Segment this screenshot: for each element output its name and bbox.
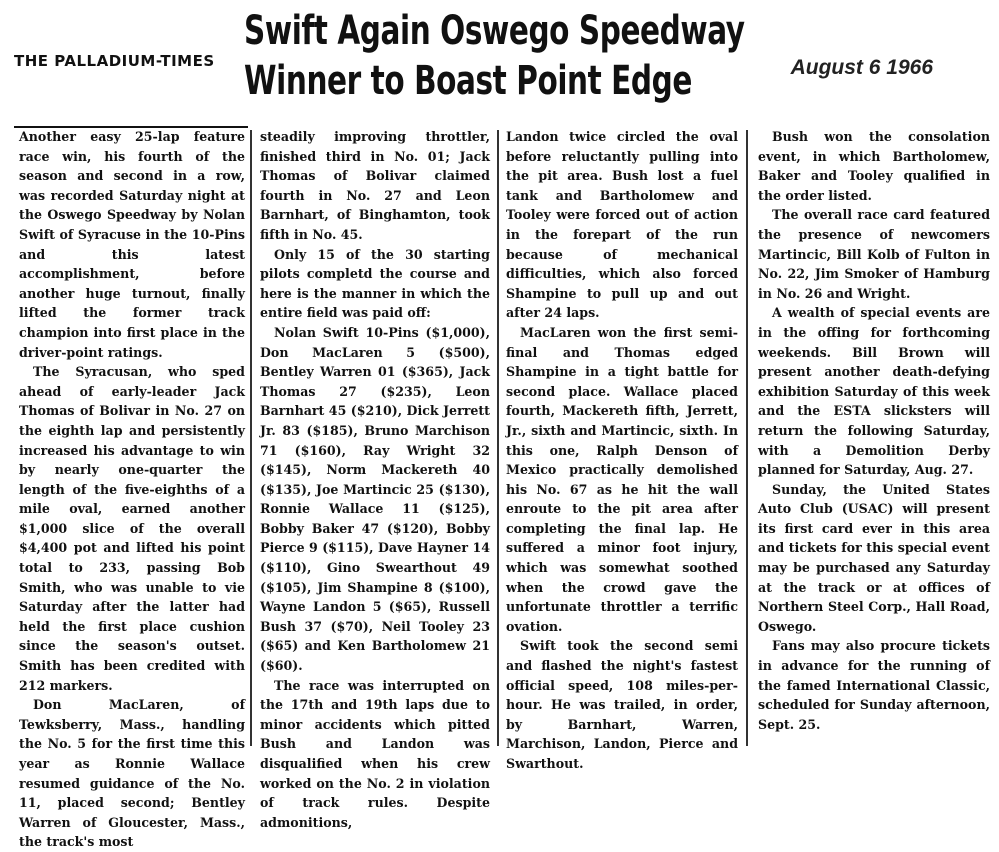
paragraph: The overall race card featured the presence of newcomers Martincic, Bill Kolb of Fulton in No. 22, Jim Smoker of Hamburg in No. 26 and Wright. [758, 207, 990, 301]
paragraph: Landon twice circled the oval before reluctantly pulling into the pit area. Bush lost a fuel tank and Bartholomew and Tooley were forced out of action in the forepart of the run because of mechanical difficulties, which also forced Shampine to pull up and out after 24 laps. [506, 129, 738, 321]
publication-date: August 6 1966 [790, 56, 933, 79]
paragraph: A wealth of special events are in the offing for forthcoming weekends. Bill Brown will present another death-defying exhibition Saturday of this week and the ESTA slicksters will return the following Saturday, with a Demolition Derby planned for Saturday, Aug. 27. [758, 305, 990, 478]
article-column-2 [260, 127, 490, 830]
paragraph: Bush won the consolation event, in which Bartholomew, Baker and Tooley qualified in the order listed. [758, 129, 990, 203]
paragraph: The race was interrupted on the 17th and 19th laps due to minor accidents which pitted Bush and Landon was disqualified when his crew worked on the No. 2 in violation of track rules. Despite admonitions, [260, 677, 490, 830]
column-divider [250, 130, 252, 746]
paragraph: Sunday, the United States Auto Club (USAC) will present its first card ever in this area and tickets for this special event may be purchased any Saturday at the track or at offices of Northern Steel Corp., Hall Road, Oswego. [758, 481, 990, 634]
paragraph: Fans may also procure tickets in advance for the running of the famed International Classic, scheduled for Sunday afternoon, Sept. 25. [758, 638, 990, 732]
paragraph: Don MacLaren, of Tewksberry, Mass., handling the No. 5 for the first time this year as Ronnie Wallace resumed guidance of the No. 11, placed second; Bentley Warren of Gloucester, Mass., the track's most [19, 697, 245, 850]
paragraph: The Syracusan, who sped ahead of early-leader Jack Thomas of Bolivar in No. 27 on the eighth lap and persistently increased his advantage to win by nearly one-quarter the length of the five-eighths of a mile oval, earned another $1,000 slice of the overall $4,400 pot and lifted his point total to 233, passing Bob Smith, who was unable to vie Saturday after the latter had held the first place cushion since the season's outset. Smith has been credited with 212 markers. [19, 364, 245, 693]
headline-line-1: Swift Again Oswego Speedway [244, 8, 745, 54]
article-column-1 [19, 127, 245, 850]
article-column-4 [758, 127, 990, 747]
paragraph: Nolan Swift 10-Pins ($1,000), Don MacLaren 5 ($500), Bentley Warren 01 ($365), Jack Thomas 27 ($235), Leon Barnhart 45 ($210), Dick Jerrett Jr. 83 ($185), Bruno Marchison 71 ($160), Ray Wright 32 ($145), Norm Mackereth 40 ($135), Joe Martincic 25 ($130), Ronnie Wallace 11 ($125), Bobby Baker 47 ($120), Bobby Pierce 9 ($115), Dave Hayner 14 ($110), Gino Swearthout 49 ($105), Jim Shampine 8 ($100), Wayne Landon 5 ($65), Russell Bush 37 ($70), Neil Tooley 23 ($65) and Ken Bartholomew 21 ($60). [260, 324, 490, 674]
newspaper-masthead: THE PALLADIUM-TIMES [14, 52, 215, 70]
column-divider [497, 130, 499, 746]
headline-line-2: Winner to Boast Point Edge [244, 58, 692, 104]
paragraph: Only 15 of the 30 starting pilots completd the course and here is the manner in which the entire field was paid off: [260, 246, 490, 321]
paragraph: Another easy 25-lap feature race win, his fourth of the season and second in a row, was recorded Saturday night at the Oswego Speedway by Nolan Swift of Syracuse in the 10-Pins and this latest accomplishment, before another huge turnout, finally lifted the former track champion into first place in the driver-point ratings. [19, 129, 245, 360]
paragraph: MacLaren won the first semi-final and Thomas edged Shampine in a tight battle for second place. Wallace placed fourth, Mackereth fifth, Jerrett, Jr., sixth and Martincic, sixth. In this one, Ralph Denson of Mexico practically demolished his No. 67 as he hit the wall enroute to the pit area after completing the final lap. He suffered a minor foot injury, which was somewhat soothed when the crowd gave the unfortunate throttler a terrific ovation. [506, 324, 738, 634]
article-headline [244, 6, 745, 106]
article-column-3 [506, 127, 738, 771]
paragraph: Swift took the second semi and flashed the night's fastest official speed, 108 miles-per-hour. He was trailed, in order, by Barnhart, Warren, Marchison, Landon, Pierce and Swarthout. [506, 638, 738, 771]
paragraph: steadily improving throttler, finished third in No. 01; Jack Thomas of Bolivar claimed fourth in No. 27 and Leon Barnhart, of Binghamton, took fifth in No. 45. [260, 129, 490, 242]
column-divider [746, 130, 748, 746]
